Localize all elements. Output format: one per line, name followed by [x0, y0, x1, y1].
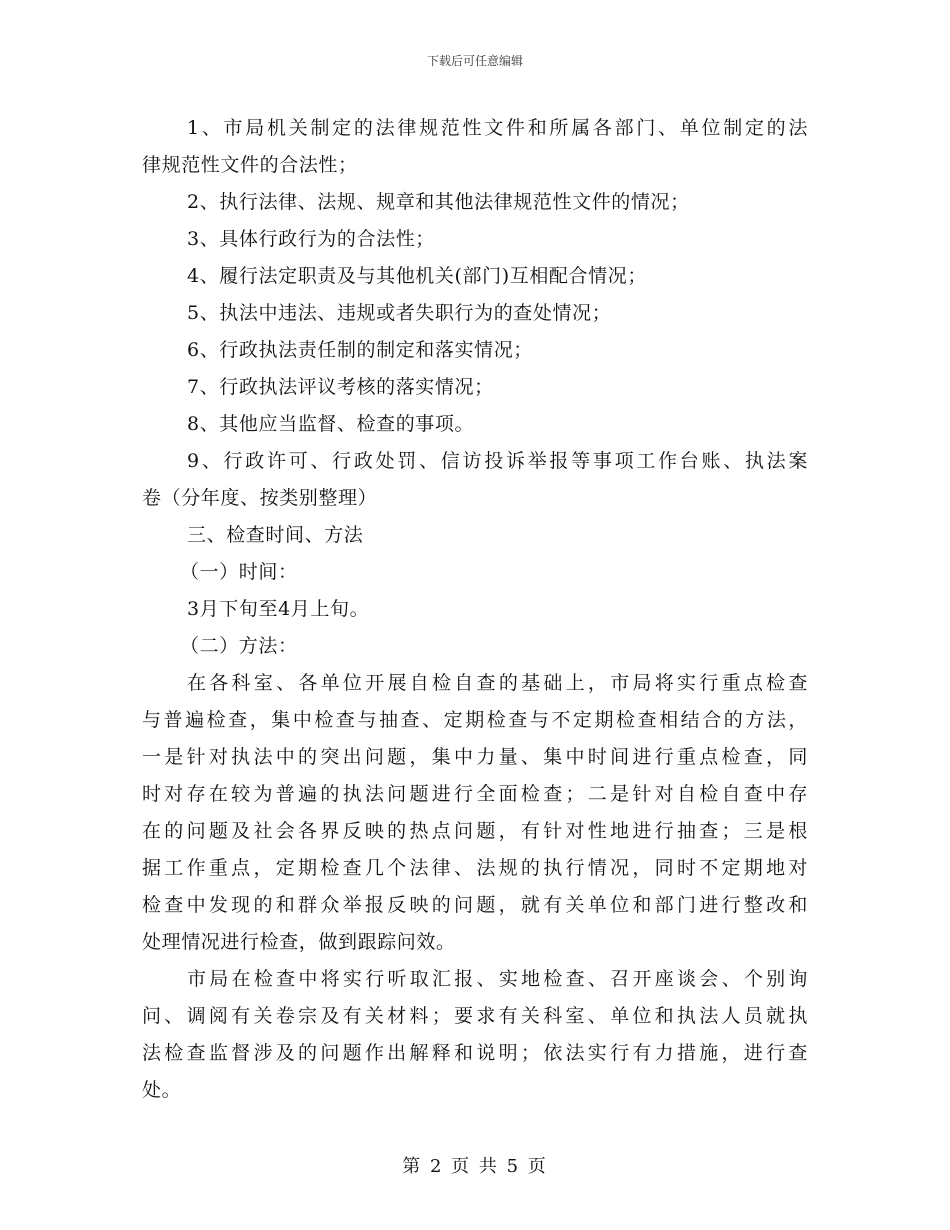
text-line: 时对存在较为普遍的执法问题进行全面检查；二是针对自检自查中存	[142, 783, 808, 805]
text-line: 卷（分年度、按类别整理）	[142, 487, 378, 509]
section-heading: 三、检查时间、方法	[187, 524, 364, 546]
text-line: 9、行政许可、行政处罚、信访投诉举报等事项工作台账、执法案	[187, 450, 808, 472]
text-line: 律规范性文件的合法性；	[142, 154, 358, 176]
text-line: 在的问题及社会各界反映的热点问题，有针对性地进行抽查；三是根	[142, 820, 808, 842]
text-line: 2、执行法律、法规、规章和其他法律规范性文件的情况；	[187, 191, 690, 213]
text-line: 4、履行法定职责及与其他机关(部门)互相配合情况；	[187, 265, 647, 287]
text-line: 5、执法中违法、违规或者失职行为的查处情况；	[187, 302, 612, 324]
document-body	[142, 110, 808, 1109]
text-line: 问、调阅有关卷宗及有关材料；要求有关科室、单位和执法人员就执	[142, 1005, 808, 1027]
subsection-heading: （二）方法：	[180, 635, 298, 657]
text-line: 7、行政执法评议考核的落实情况；	[187, 376, 494, 398]
text-line: 6、行政执法责任制的制定和落实情况；	[187, 339, 533, 361]
text-line: 法检查监督涉及的问题作出解释和说明；依法实行有力措施，进行查	[142, 1042, 808, 1064]
text-line: 3、具体行政行为的合法性；	[187, 228, 435, 250]
text-line: 处。	[142, 1079, 182, 1101]
text-line: 市局在检查中将实行听取汇报、实地检查、召开座谈会、个别询	[187, 968, 808, 990]
text-line: 处理情况进行检查，做到跟踪问效。	[142, 931, 456, 953]
text-line: 与普遍检查，集中检查与抽查、定期检查与不定期检查相结合的方法，	[142, 709, 808, 731]
text-line: 一是针对执法中的突出问题，集中力量、集中时间进行重点检查，同	[142, 746, 808, 768]
text-line: 1、市局机关制定的法律规范性文件和所属各部门、单位制定的法	[187, 117, 808, 139]
page-header-note: 下载后可任意编辑	[426, 54, 523, 68]
text-line: 据工作重点，定期检查几个法律、法规的执行情况，同时不定期地对	[142, 857, 808, 879]
text-line: 检查中发现的和群众举报反映的问题，就有关单位和部门进行整改和	[142, 894, 808, 916]
text-line: 8、其他应当监督、检查的事项。	[187, 413, 475, 435]
text-line: 在各科室、各单位开展自检自查的基础上，市局将实行重点检查	[187, 672, 808, 694]
subsection-heading: （一）时间：	[180, 561, 298, 583]
text-line: 3月下旬至4月上旬。	[187, 598, 370, 620]
page-number: 第 2 页 共 5 页	[402, 1156, 548, 1177]
